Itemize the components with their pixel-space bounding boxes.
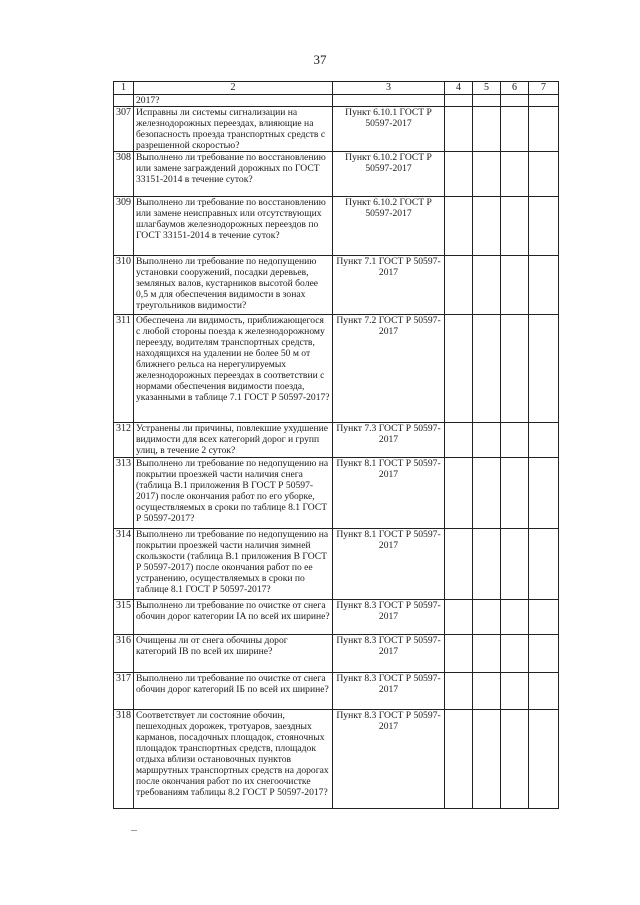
row-number: 311 (114, 315, 134, 423)
table-row (114, 673, 559, 710)
table-row (114, 95, 559, 107)
row-cell-4 (445, 315, 473, 423)
row-cell-5 (473, 197, 501, 256)
row-question: Выполнено ли требование по очистке от снега обочин дорог категорий IБ по всей их ширине? (134, 673, 333, 710)
row-cell-7 (529, 529, 559, 600)
row-cell-5 (473, 95, 501, 107)
header-col-3: 3 (333, 82, 445, 95)
table-row (114, 529, 559, 600)
row-cell-6 (501, 673, 529, 710)
row-cell-6 (501, 315, 529, 423)
stray-mark (131, 830, 137, 831)
row-question: Обеспечена ли видимость, приближающегося с любой стороны поезда к железнодорожному переезду, водителям транспортных средств, находящихся на удалении не более 50 м от ближнего рельса на нерегулируемых железнодорожных переездах в соответствии с нормами обеспечения видимости поезда, указанными в таблице 7.1 ГОСТ Р 50597-2017? (134, 315, 333, 423)
row-cell-6 (501, 197, 529, 256)
row-question: Исправны ли системы сигнализации на железнодорожных переездах, влияющие на безопасность проезда транспортных средств с разрешенной скоростью? (134, 107, 333, 152)
row-reference (333, 95, 445, 107)
row-cell-7 (529, 256, 559, 315)
row-cell-6 (501, 458, 529, 529)
row-question: Выполнено ли требование по недопущению на покрытии проезжей части наличия снега (таблица В.1 приложения В ГОСТ Р 50597-2017) после окончания работ по его уборке, осуществляемых в сроки по таблице 8.1 ГОСТ Р 50597-2017? (134, 458, 333, 529)
row-cell-4 (445, 458, 473, 529)
row-cell-7 (529, 197, 559, 256)
row-cell-5 (473, 107, 501, 152)
row-question: Соответствует ли состояние обочин, пешеходных дорожек, тротуаров, заездных карманов, посадочных площадок, стояночных площадок транспортных средств, площадок отдыха вблизи остановочных пунктов маршрутных транспортных средств на дорогах после окончания работ по их снегоочистке требованиям таблицы 8.2 ГОСТ Р 50597-2017? (134, 710, 333, 809)
row-question: Выполнено ли требование по восстановлению или замене заграждений дорожных по ГОСТ 33151-2014 в течение суток? (134, 152, 333, 197)
row-cell-6 (501, 107, 529, 152)
row-cell-4 (445, 710, 473, 809)
row-number: 308 (114, 152, 134, 197)
row-reference: Пункт 7.2 ГОСТ Р 50597-2017 (333, 315, 445, 423)
row-reference: Пункт 8.1 ГОСТ Р 50597-2017 (333, 458, 445, 529)
table-row (114, 152, 559, 197)
page-number: 37 (313, 52, 327, 67)
row-cell-5 (473, 710, 501, 809)
row-number: 314 (114, 529, 134, 600)
row-cell-5 (473, 673, 501, 710)
row-cell-6 (501, 600, 529, 635)
row-cell-7 (529, 107, 559, 152)
row-question: Выполнено ли требование по восстановлению или замене неисправных или отсутствующих шлагбаумов железнодорожных переездов по ГОСТ 33151-2014 в течение суток? (134, 197, 333, 256)
row-reference: Пункт 7.3 ГОСТ Р 50597-2017 (333, 423, 445, 458)
row-cell-4 (445, 197, 473, 256)
row-cell-4 (445, 635, 473, 673)
row-reference: Пункт 7.1 ГОСТ Р 50597-2017 (333, 256, 445, 315)
row-cell-4 (445, 600, 473, 635)
row-cell-6 (501, 256, 529, 315)
row-cell-5 (473, 423, 501, 458)
row-question: Устранены ли причины, повлекшие ухудшение видимости для всех категорий дорог и групп улиц, в течение 2 суток? (134, 423, 333, 458)
row-cell-5 (473, 315, 501, 423)
row-number: 312 (114, 423, 134, 458)
row-question: Выполнено ли требование по недопущению установки сооружений, посадки деревьев, земляных валов, кустарников высотой более 0,5 м для обеспечения видимости в зонах треугольников видимости? (134, 256, 333, 315)
header-col-7: 7 (529, 82, 559, 95)
row-cell-5 (473, 600, 501, 635)
row-reference: Пункт 8.1 ГОСТ Р 50597-2017 (333, 529, 445, 600)
header-col-2: 2 (134, 82, 333, 95)
table-row (114, 256, 559, 315)
table-row (114, 423, 559, 458)
header-col-4: 4 (445, 82, 473, 95)
row-cell-7 (529, 95, 559, 107)
row-cell-7 (529, 458, 559, 529)
row-reference: Пункт 8.3 ГОСТ Р 50597-2017 (333, 635, 445, 673)
row-cell-5 (473, 256, 501, 315)
row-number: 307 (114, 107, 134, 152)
row-cell-6 (501, 423, 529, 458)
row-reference: Пункт 8.3 ГОСТ Р 50597-2017 (333, 600, 445, 635)
row-cell-4 (445, 423, 473, 458)
row-cell-4 (445, 673, 473, 710)
row-cell-5 (473, 458, 501, 529)
row-cell-4 (445, 256, 473, 315)
row-question: Выполнено ли требование по очистке от снега обочин дорог категории IA по всей их ширине? (134, 600, 333, 635)
row-cell-7 (529, 673, 559, 710)
header-col-5: 5 (473, 82, 501, 95)
row-cell-5 (473, 152, 501, 197)
row-number: 313 (114, 458, 134, 529)
row-cell-5 (473, 635, 501, 673)
row-cell-4 (445, 107, 473, 152)
row-reference: Пункт 6.10.2 ГОСТ Р 50597-2017 (333, 152, 445, 197)
row-number: 309 (114, 197, 134, 256)
row-cell-4 (445, 529, 473, 600)
row-question: Очищены ли от снега обочины дорог категорий IB по всей их ширине? (134, 635, 333, 673)
row-number: 317 (114, 673, 134, 710)
row-cell-7 (529, 710, 559, 809)
table-row (114, 600, 559, 635)
row-number: 316 (114, 635, 134, 673)
row-reference: Пункт 6.10.1 ГОСТ Р 50597-2017 (333, 107, 445, 152)
row-cell-6 (501, 635, 529, 673)
row-number: 310 (114, 256, 134, 315)
row-cell-7 (529, 152, 559, 197)
row-reference: Пункт 8.3 ГОСТ Р 50597-2017 (333, 673, 445, 710)
row-question: Выполнено ли требование по недопущению на покрытии проезжей части наличия зимней скользкости (таблица В.1 приложения В ГОСТ Р 50597-2017) после окончания работ по ее устранению, осуществляемых в сроки по таблице 8.1 ГОСТ Р 50597-2017? (134, 529, 333, 600)
row-cell-6 (501, 710, 529, 809)
row-cell-6 (501, 95, 529, 107)
table-row (114, 197, 559, 256)
table-row (114, 315, 559, 423)
header-row (114, 82, 559, 95)
row-reference: Пункт 8.3 ГОСТ Р 50597-2017 (333, 710, 445, 809)
header-col-6: 6 (501, 82, 529, 95)
table-row (114, 710, 559, 809)
row-question: 2017? (134, 95, 333, 107)
row-cell-7 (529, 315, 559, 423)
row-cell-4 (445, 95, 473, 107)
row-number: 315 (114, 600, 134, 635)
table-row (114, 458, 559, 529)
row-cell-7 (529, 635, 559, 673)
table-row (114, 107, 559, 152)
row-cell-6 (501, 529, 529, 600)
row-cell-7 (529, 600, 559, 635)
row-cell-6 (501, 152, 529, 197)
row-reference: Пункт 6.10.2 ГОСТ Р 50597-2017 (333, 197, 445, 256)
row-cell-7 (529, 423, 559, 458)
table-row (114, 635, 559, 673)
header-col-1: 1 (114, 82, 134, 95)
row-cell-5 (473, 529, 501, 600)
row-cell-4 (445, 152, 473, 197)
row-number: 318 (114, 710, 134, 809)
checklist-table (113, 81, 559, 809)
row-number (114, 95, 134, 107)
